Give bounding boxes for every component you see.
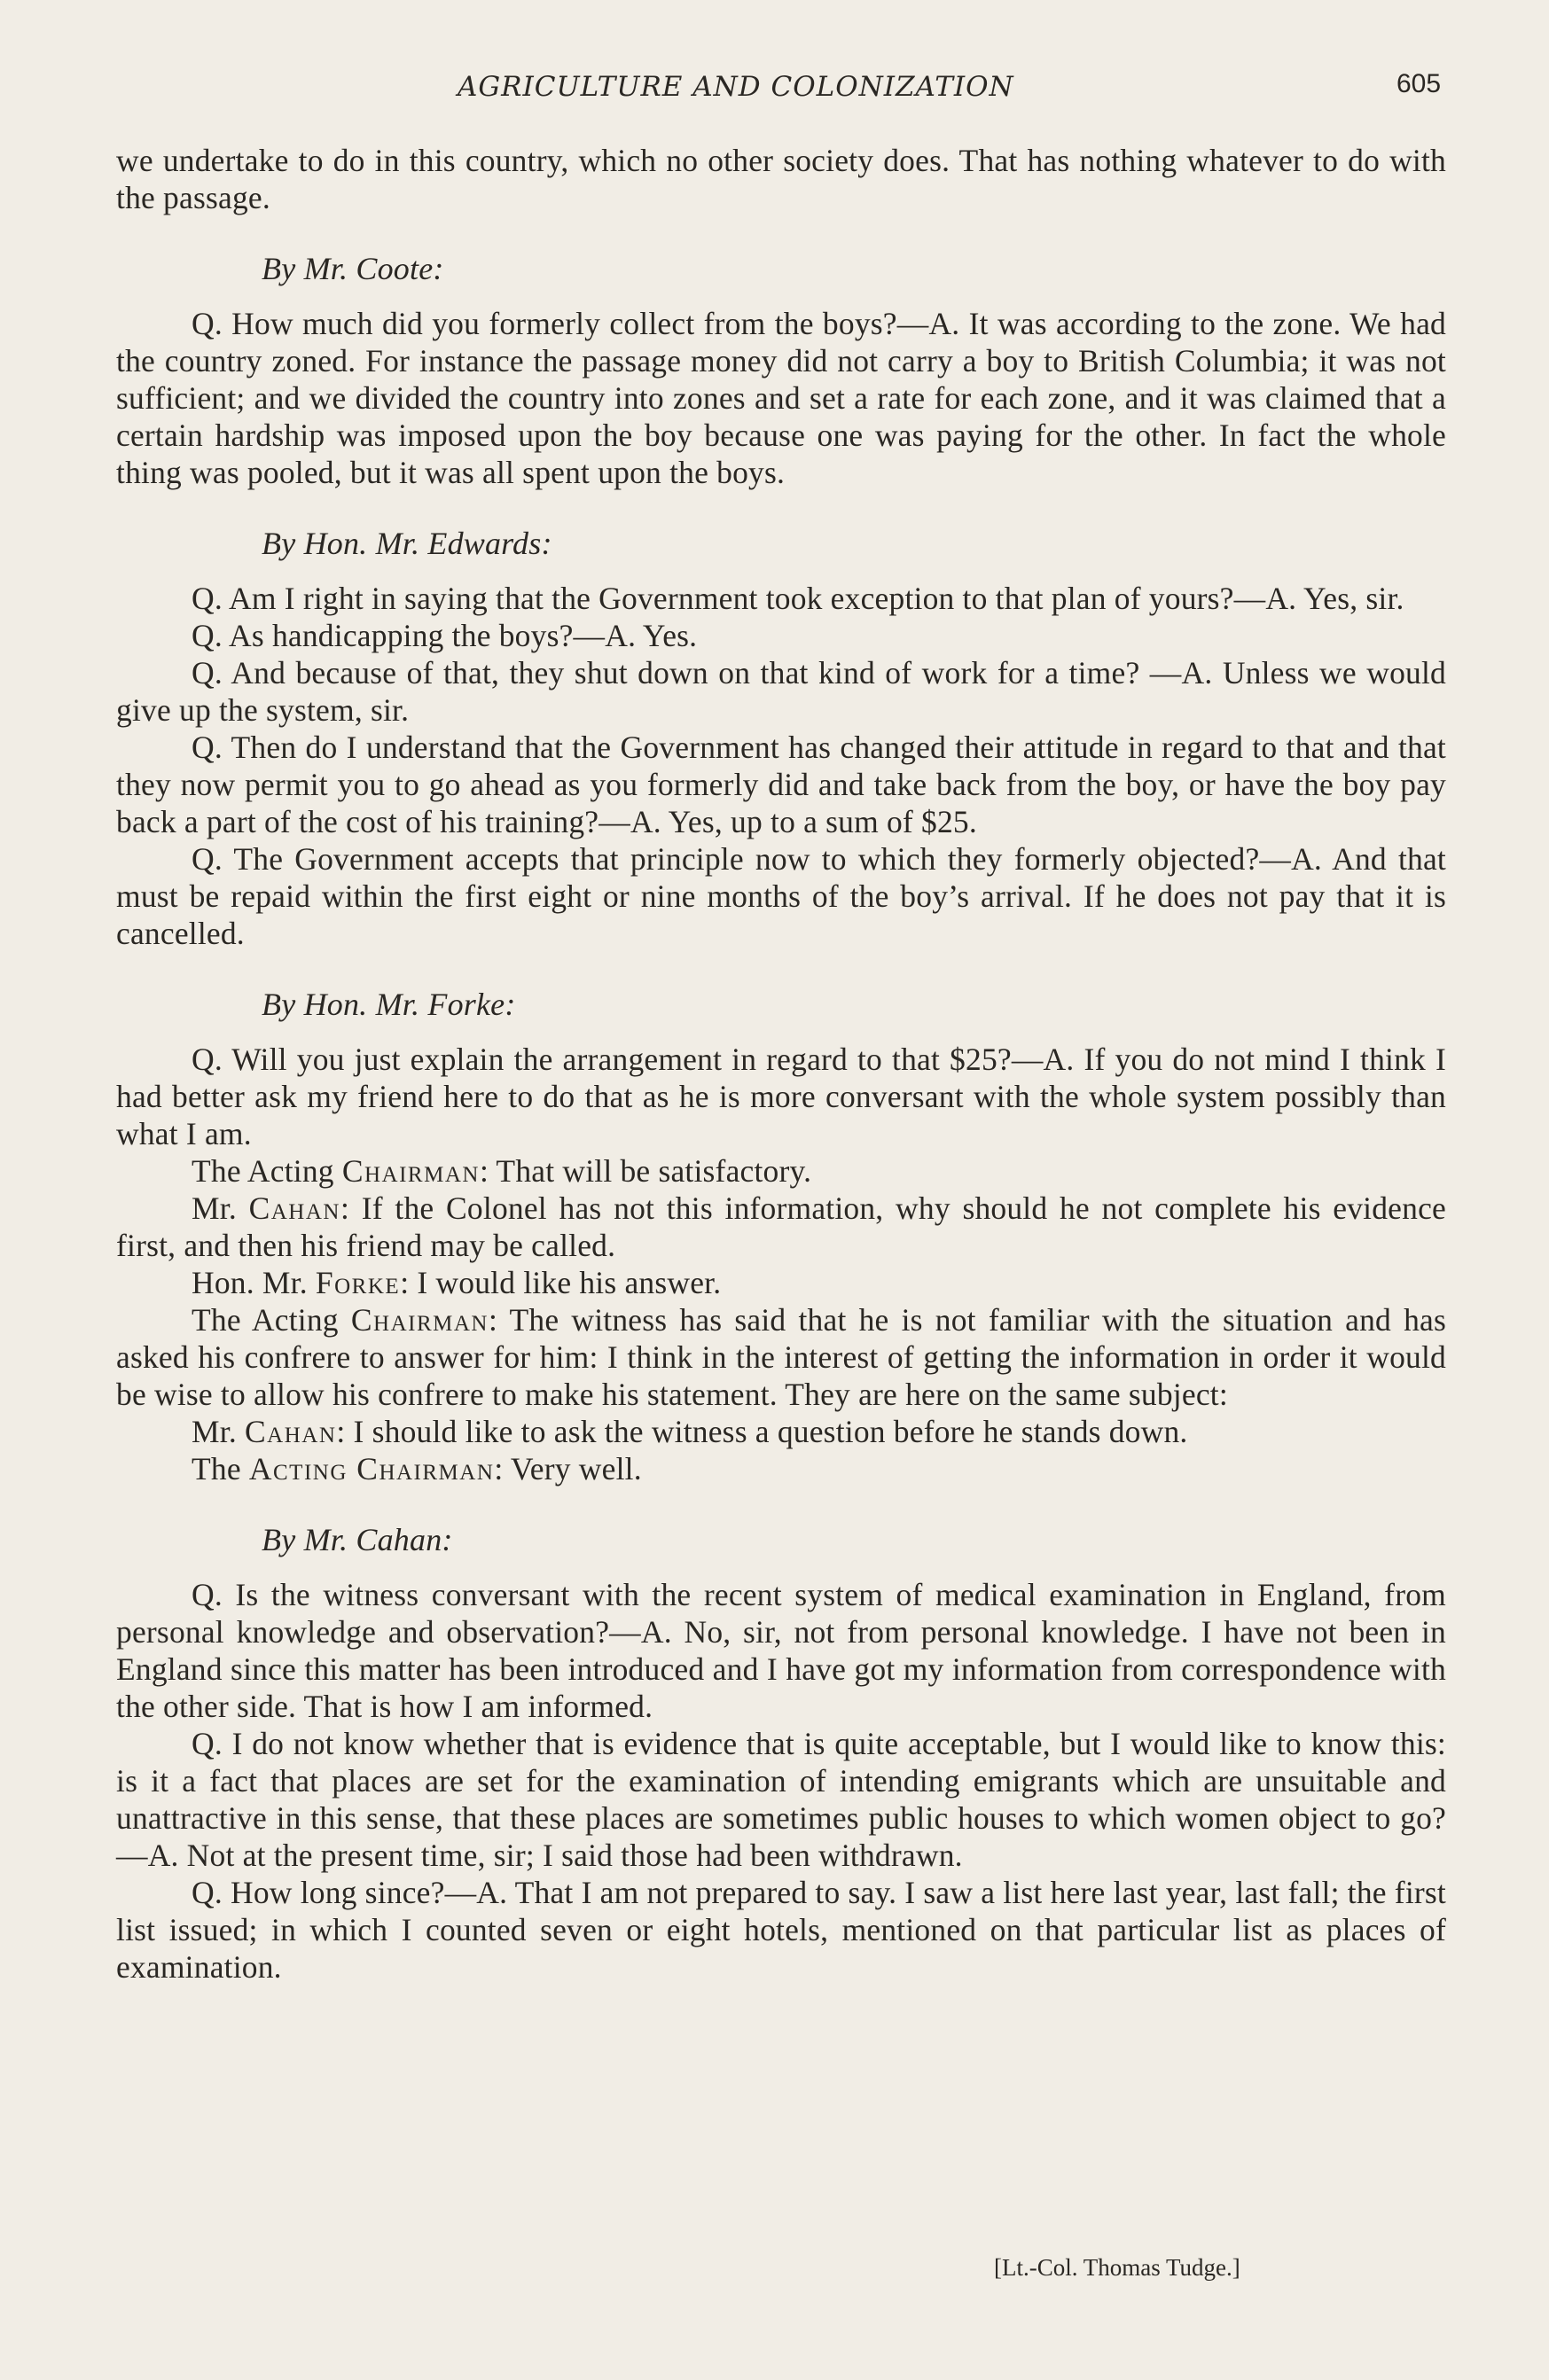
speaker-heading-forke: By Hon. Mr. Forke: xyxy=(262,987,516,1022)
paragraph-continuation: we undertake to do in this country, which no other society does. That has nothing whatever to do with the passage. xyxy=(116,143,1446,215)
question-answer-paragraph: Q. How long since?—A. That I am not prepared to say. I saw a list here last year, last fall; the first list issued; in which I counted seven or eight hotels, mentioned on that particular list as places of examination. xyxy=(116,1875,1446,1985)
speaker-name: Cahan xyxy=(248,1190,340,1226)
speaker-name: Acting Chairman xyxy=(248,1451,495,1487)
question-answer-paragraph: Q. The Government accepts that principle now to which they formerly objected?—A. And that must be repaid within the first eight or nine months of the boy’s arrival. If he does not pay that it is cancelled. xyxy=(116,841,1446,951)
speaker-heading-edwards: By Hon. Mr. Edwards: xyxy=(262,526,552,561)
running-title: AGRICULTURE AND COLONIZATION xyxy=(458,71,1014,103)
speaker-heading-coote: By Mr. Coote: xyxy=(262,251,444,286)
speaker-text: : I would like his answer. xyxy=(400,1265,722,1300)
speaker-prefix: The xyxy=(192,1451,241,1487)
question-answer-paragraph: Q. Then do I understand that the Government has changed their attitude in regard to that and that they now permit you to go ahead as you formerly did and take back from the boy, or have the boy pay back a part of the cost of his training?—A. Yes, up to a sum of $25. xyxy=(116,730,1446,839)
question-answer-paragraph: Q. I do not know whether that is evidence that is quite acceptable, but I would like to know this: is it a fact that places are set for the examination of intending emigrants which are unsuitable and unattractive in this sense, that these places are sometimes public houses to which women object to go?—A. Not at the present time, sir; I said those had been withdrawn. xyxy=(116,1726,1446,1873)
page-number: 605 xyxy=(1396,69,1442,98)
speaker-name: Chairman xyxy=(341,1153,480,1189)
speaker-name: Forke xyxy=(315,1265,401,1300)
question-answer-paragraph: Q. Am I right in saying that the Government took exception to that plan of yours?—A. Yes, sir. xyxy=(192,581,1404,616)
speaker-text: : The witness has said that he is not familiar with the situation and has asked his confrere to answer for him: I think in the interest of getting the information in order it would be wise to allow his confrere to make his statement. They are here on the same subject: xyxy=(116,1302,1447,1412)
document-body xyxy=(116,142,1446,1986)
question-answer-paragraph: Q. Will you just explain the arrangement in regard to that $25?—A. If you do not mind I think I had better ask my friend here to do that as he is more conversant with the whole system possibly than what I am. xyxy=(116,1042,1446,1151)
speaker-statement xyxy=(116,1301,1446,1413)
speaker-prefix: Mr. xyxy=(192,1190,237,1226)
speaker-statement xyxy=(116,1264,1446,1301)
speaker-statement xyxy=(116,1190,1446,1264)
question-answer-paragraph: Q. And because of that, they shut down on that kind of work for a time? —A. Unless we would give up the system, sir. xyxy=(116,655,1446,728)
speaker-statement xyxy=(116,1152,1446,1190)
speaker-name: Cahan xyxy=(244,1414,337,1449)
question-answer-paragraph: Q. As handicapping the boys?—A. Yes. xyxy=(192,618,698,653)
speaker-statement xyxy=(116,1450,1446,1487)
question-answer-paragraph: Q. How much did you formerly collect from the boys?—A. It was according to the zone. We had the country zoned. For instance the passage money did not carry a boy to British Columbia; it was not sufficient; and we divided the country into zones and set a rate for each zone, and it was claimed that a certain hardship was imposed upon the boy because one was paying for the other. In fact the whole thing was pooled, but it was all spent upon the boys. xyxy=(116,306,1446,490)
speaker-heading-cahan: By Mr. Cahan: xyxy=(262,1522,453,1557)
witness-footer-mark: [Lt.-Col. Thomas Tudge.] xyxy=(994,2254,1240,2281)
speaker-prefix: Mr. xyxy=(192,1414,237,1449)
running-header xyxy=(0,69,1549,113)
speaker-text: : Very well. xyxy=(494,1451,642,1487)
speaker-prefix: Hon. Mr. xyxy=(192,1265,308,1300)
speaker-name: Chairman xyxy=(350,1302,489,1338)
speaker-text: : If the Colonel has not this information, why should he not complete his evidence first, and then his friend may be called. xyxy=(116,1190,1446,1263)
speaker-text: : That will be satisfactory. xyxy=(479,1153,812,1189)
speaker-prefix: The Acting xyxy=(192,1302,339,1338)
speaker-prefix: The Acting xyxy=(192,1153,334,1189)
speaker-text: : I should like to ask the witness a question before he stands down. xyxy=(336,1414,1188,1449)
speaker-statement xyxy=(116,1413,1446,1450)
question-answer-paragraph: Q. Is the witness conversant with the recent system of medical examination in England, from personal knowledge and observation?—A. No, sir, not from personal knowledge. I have not been in England since this matter has been introduced and I have got my information from correspondence with the other side. That is how I am informed. xyxy=(116,1577,1446,1724)
